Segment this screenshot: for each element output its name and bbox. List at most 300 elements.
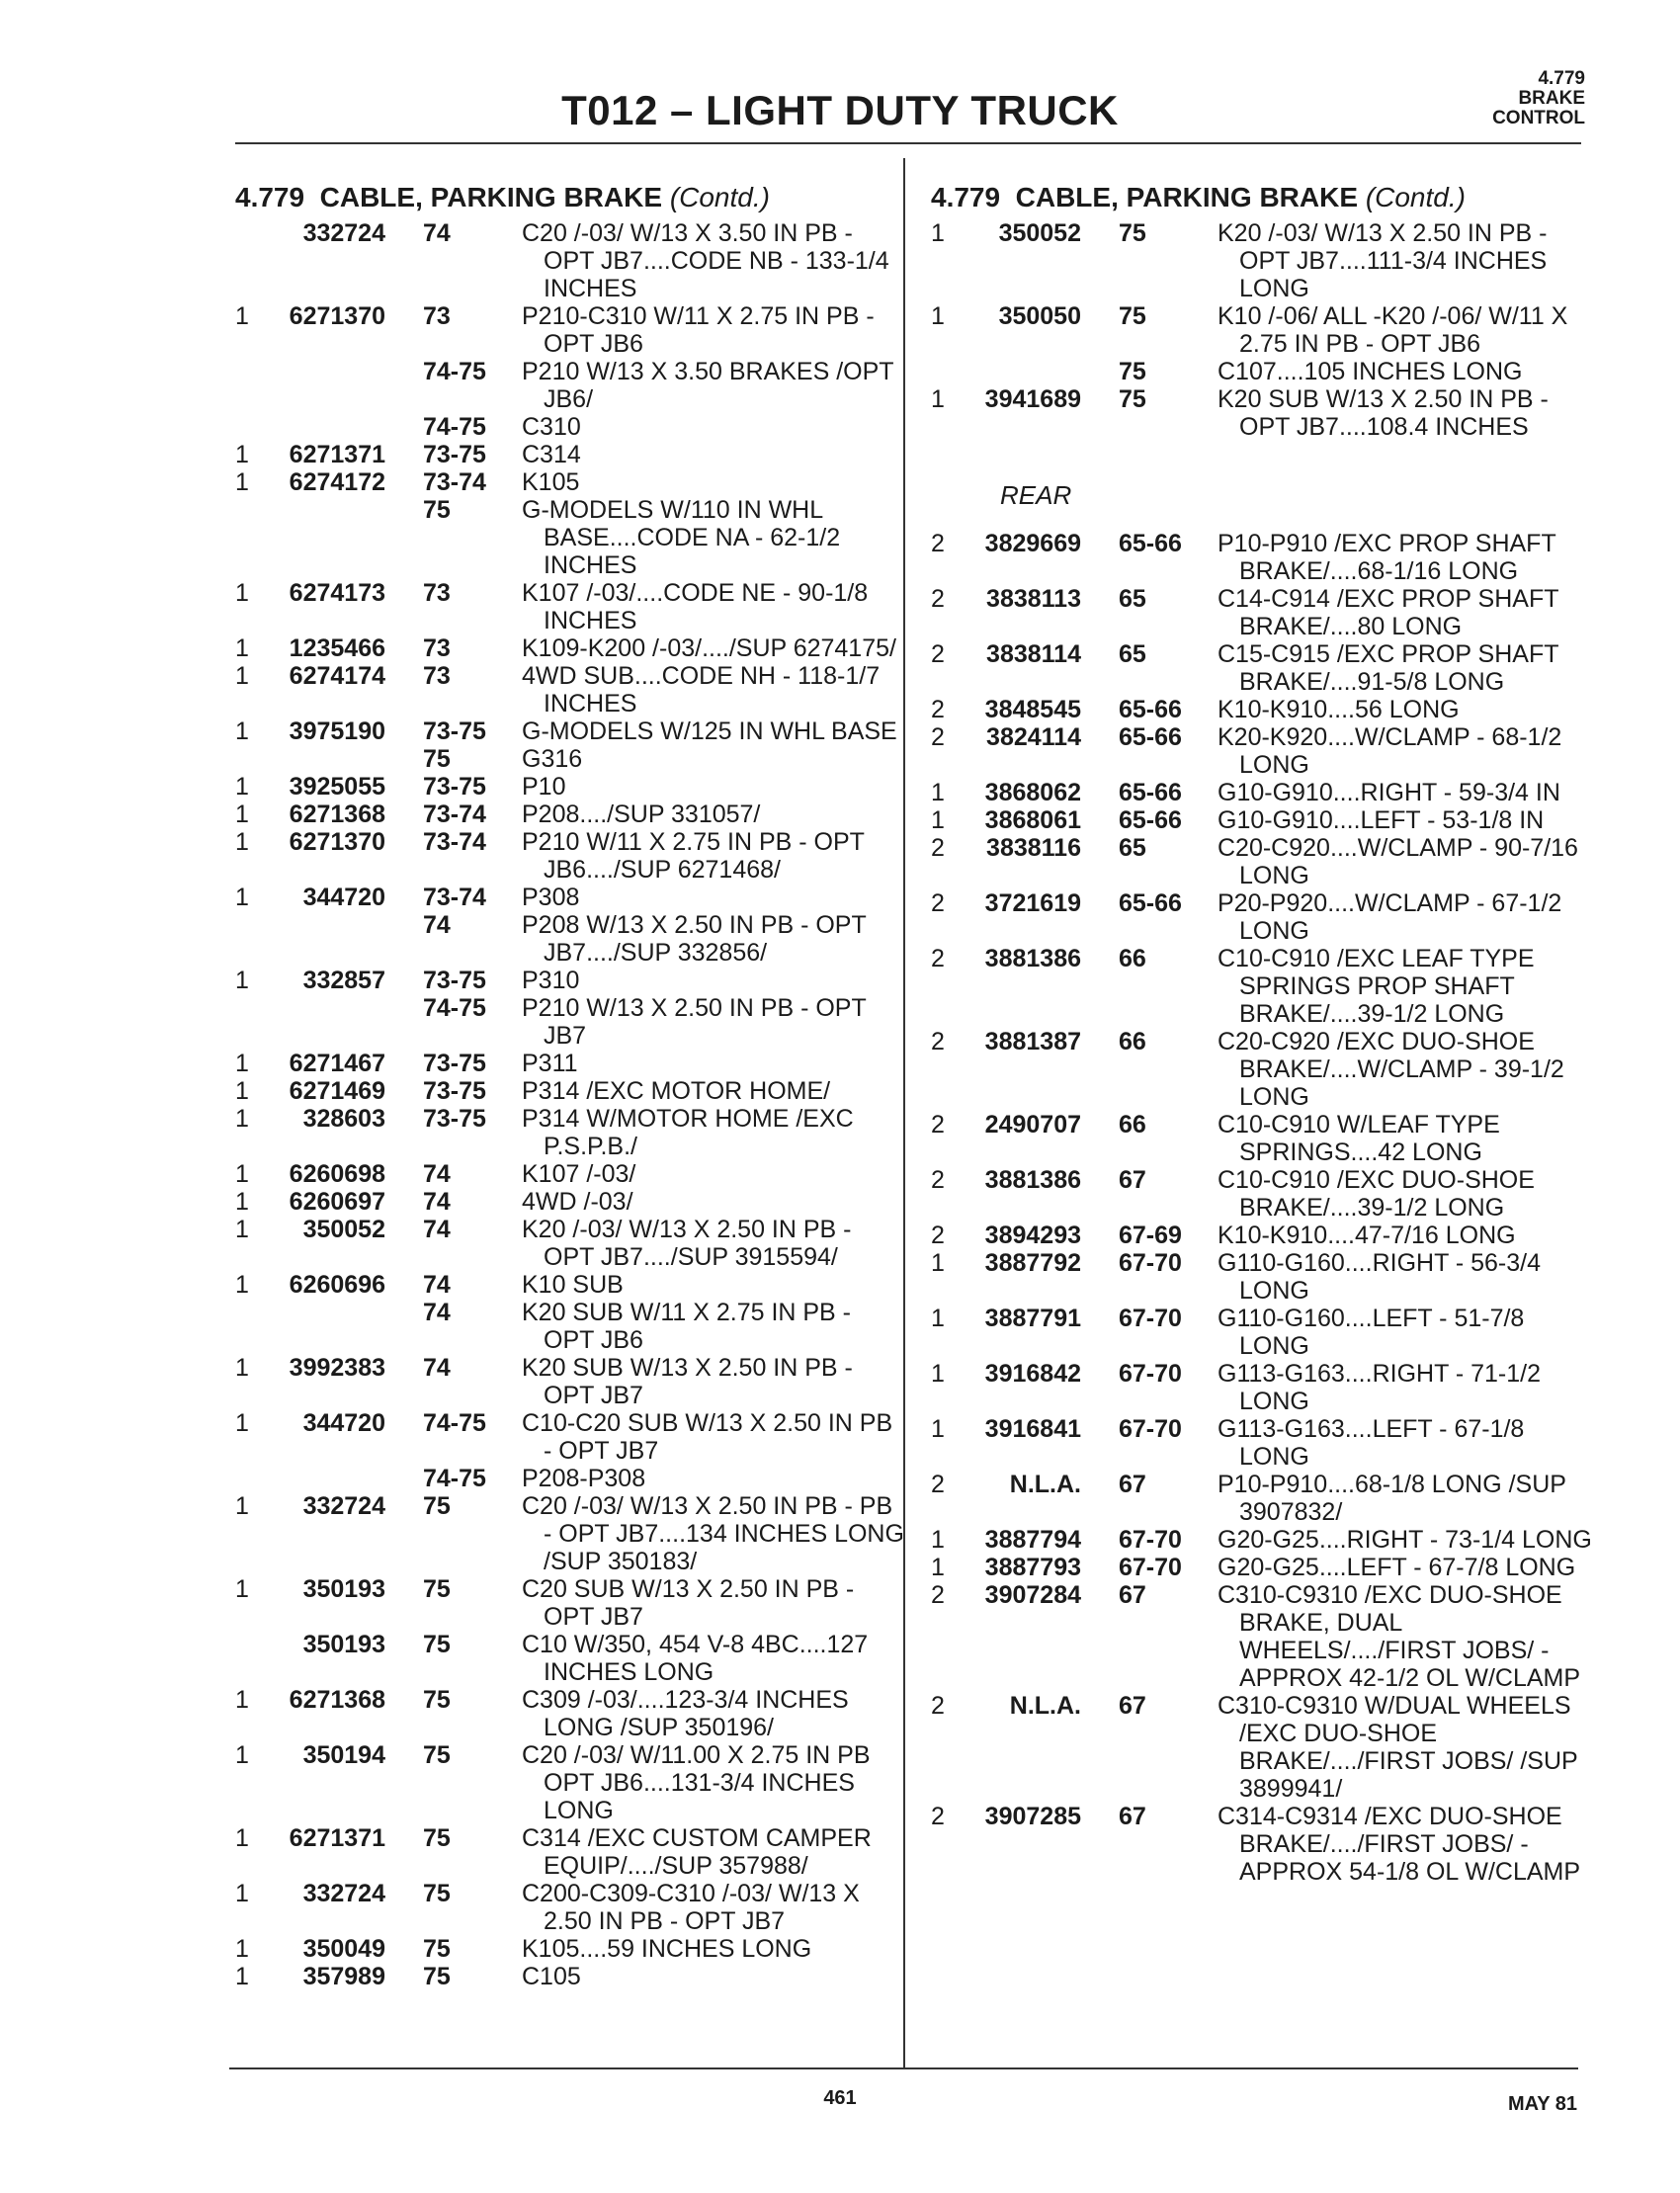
quantity-cell: 2 (931, 834, 945, 862)
description-cell (1218, 1581, 1593, 1692)
description-text: C20-C920 /EXC DUO-SHOE BRAKE/....W/CLAMP - 39-1/2 LONG (1218, 1028, 1564, 1111)
parts-row (235, 1741, 887, 1824)
parts-row (931, 889, 1583, 945)
part-number-cell: 332724 (302, 1880, 385, 1907)
description-cell (522, 662, 907, 717)
model-year-cell: 67-70 (1119, 1305, 1182, 1332)
quantity-cell: 1 (235, 441, 249, 468)
description-cell (1218, 1360, 1593, 1415)
quantity-cell: 2 (931, 723, 945, 751)
part-number-cell: 3916842 (984, 1360, 1081, 1388)
description-cell (1218, 1111, 1593, 1166)
quantity-cell: 1 (235, 468, 249, 496)
part-number-cell: 6260696 (289, 1271, 385, 1299)
description-cell (522, 801, 907, 828)
quantity-cell: 2 (931, 640, 945, 668)
part-number-cell: 332724 (302, 1492, 385, 1520)
description-text: 4WD SUB....CODE NH - 118-1/7 INCHES (522, 662, 881, 717)
description-cell (522, 358, 907, 413)
description-text: G-MODELS W/110 IN WHL BASE....CODE NA - 62-1/2 INCHES (522, 496, 841, 579)
model-year-cell: 67-70 (1119, 1415, 1182, 1443)
quantity-cell: 1 (235, 1077, 249, 1105)
description-text: G10-G910....RIGHT - 59-3/4 IN (1218, 779, 1560, 806)
heading-text: CABLE, PARKING BRAKE (319, 182, 663, 212)
model-year-cell: 67 (1119, 1166, 1146, 1194)
description-text: C314-C9314 /EXC DUO-SHOE BRAKE/..../FIRST JOBS/ - APPROX 54-1/8 OL W/CLAMP (1218, 1803, 1581, 1886)
description-cell (522, 634, 907, 662)
description-text: P210-C310 W/11 X 2.75 IN PB - OPT JB6 (522, 302, 875, 358)
parts-row (235, 1188, 887, 1216)
part-number-cell: 3887794 (984, 1526, 1081, 1554)
page-number: 461 (823, 2087, 857, 2109)
parts-row (235, 358, 894, 413)
parts-row (235, 967, 887, 994)
model-year-cell: 65 (1119, 585, 1146, 613)
part-number-cell: 350049 (302, 1935, 385, 1963)
model-year-cell: 67-70 (1119, 1360, 1182, 1388)
part-number-cell: 3894293 (984, 1222, 1081, 1249)
part-number-cell: 2490707 (984, 1111, 1081, 1139)
description-cell (522, 302, 907, 358)
description-text: G-MODELS W/125 IN WHL BASE (522, 717, 897, 745)
description-cell (522, 717, 907, 745)
parts-row (931, 1028, 1583, 1111)
quantity-cell: 1 (235, 579, 249, 607)
parts-row (235, 1050, 887, 1077)
quantity-cell: 1 (235, 302, 249, 330)
parts-row (235, 1465, 887, 1492)
parts-row (235, 1575, 887, 1631)
description-text: K105 (522, 468, 580, 496)
description-cell (1218, 1305, 1593, 1360)
description-cell (522, 1935, 907, 1963)
model-year-cell: 75 (423, 745, 451, 773)
model-year-cell: 65-66 (1119, 889, 1182, 917)
part-number-cell: 332724 (302, 219, 385, 247)
part-number-cell: 6274174 (289, 662, 385, 690)
description-cell (522, 441, 907, 468)
quantity-cell: 1 (235, 1824, 249, 1852)
description-cell (522, 1354, 907, 1409)
description-text: K20 /-03/ W/13 X 2.50 IN PB - OPT JB7....111-3/4 INCHES LONG (1218, 219, 1548, 302)
description-cell (522, 1050, 907, 1077)
model-year-cell: 75 (423, 1492, 451, 1520)
model-year-cell: 73-74 (423, 828, 486, 856)
quantity-cell: 1 (235, 1935, 249, 1963)
header-divider (235, 142, 1581, 144)
description-text: C10 W/350, 454 V-8 4BC....127 INCHES LONG (522, 1631, 869, 1686)
quantity-cell: 2 (931, 530, 945, 557)
quantity-cell: 1 (235, 1409, 249, 1437)
model-year-cell: 73-74 (423, 801, 486, 828)
part-number-cell: 3881387 (984, 1028, 1081, 1055)
heading-continued: (Contd.) (669, 182, 770, 212)
parts-row (931, 945, 1583, 1028)
model-year-cell: 75 (423, 1824, 451, 1852)
heading-number: 4.779 (235, 182, 305, 212)
right-column-heading (931, 178, 1583, 217)
description-cell (1218, 219, 1593, 302)
parts-row (931, 834, 1583, 889)
description-text: C10-C910 /EXC DUO-SHOE BRAKE/....39-1/2 LONG (1218, 1166, 1535, 1222)
model-year-cell: 73-75 (423, 717, 486, 745)
heading-continued: (Contd.) (1365, 182, 1466, 212)
model-year-cell: 75 (1119, 358, 1146, 385)
model-year-cell: 75 (423, 1963, 451, 1990)
model-year-cell: 73 (423, 634, 451, 662)
description-text: K109-K200 /-03/..../SUP 6274175/ (522, 634, 896, 662)
part-number-cell: 3829669 (984, 530, 1081, 557)
description-text: C14-C914 /EXC PROP SHAFT BRAKE/....80 LONG (1218, 585, 1559, 640)
right-parts-list-rear (931, 530, 1592, 1886)
description-text: K20 SUB W/11 X 2.75 IN PB - OPT JB6 (522, 1299, 852, 1354)
heading-number: 4.779 (931, 182, 1001, 212)
description-text: P311 (522, 1050, 578, 1077)
description-text: G20-G25....LEFT - 67-7/8 LONG (1218, 1554, 1576, 1581)
description-text: C314 /EXC CUSTOM CAMPER EQUIP/..../SUP 357988/ (522, 1824, 872, 1880)
parts-row (931, 806, 1583, 834)
quantity-cell: 1 (235, 773, 249, 801)
model-year-cell: 74-75 (423, 994, 486, 1022)
right-parts-list-front (931, 219, 1583, 441)
model-year-cell: 74 (423, 1299, 451, 1326)
model-year-cell: 65-66 (1119, 530, 1182, 557)
quantity-cell: 1 (931, 1415, 945, 1443)
parts-row (235, 1963, 887, 1990)
part-number-cell: 350193 (302, 1631, 385, 1658)
description-cell (522, 828, 907, 884)
description-text: C15-C915 /EXC PROP SHAFT BRAKE/....91-5/8 LONG (1218, 640, 1559, 696)
part-number-cell: 3975190 (289, 717, 385, 745)
parts-row (931, 1803, 1583, 1886)
model-year-cell: 67 (1119, 1471, 1146, 1498)
quantity-cell: 1 (235, 1216, 249, 1243)
description-cell (1218, 1249, 1593, 1305)
model-year-cell: 65 (1119, 834, 1146, 862)
description-text: C20 /-03/ W/11.00 X 2.75 IN PB OPT JB6....131-3/4 INCHES LONG (522, 1741, 871, 1824)
model-year-cell: 65-66 (1119, 696, 1182, 723)
quantity-cell: 2 (931, 1581, 945, 1609)
parts-row (235, 634, 896, 662)
parts-row (235, 1077, 887, 1105)
description-cell (522, 1741, 907, 1824)
part-number-cell: 344720 (302, 1409, 385, 1437)
quantity-cell: 1 (931, 1554, 945, 1581)
parts-row (931, 1249, 1583, 1305)
description-cell (1218, 1803, 1593, 1886)
model-year-cell: 75 (423, 1631, 451, 1658)
model-year-cell: 75 (423, 1686, 451, 1714)
description-text: C20-C920....W/CLAMP - 90-7/16 LONG (1218, 834, 1578, 889)
part-number-cell: 3868062 (984, 779, 1081, 806)
model-year-cell: 75 (423, 1741, 451, 1769)
quantity-cell: 1 (235, 801, 249, 828)
left-column (235, 178, 904, 1990)
part-number-cell: 6271371 (289, 441, 385, 468)
description-cell (522, 496, 907, 579)
part-number-cell: 6260698 (289, 1160, 385, 1188)
description-text: K20 SUB W/13 X 2.50 IN PB - OPT JB7 (522, 1354, 853, 1409)
parts-row (931, 302, 1583, 358)
model-year-cell: 75 (423, 1935, 451, 1963)
quantity-cell: 1 (235, 1160, 249, 1188)
description-cell (1218, 1222, 1593, 1249)
description-cell (522, 1465, 907, 1492)
parts-row (235, 1216, 887, 1271)
model-year-cell: 74 (423, 1271, 451, 1299)
description-text: P20-P920....W/CLAMP - 67-1/2 LONG (1218, 889, 1562, 945)
description-text: C10-C910 /EXC LEAF TYPE SPRINGS PROP SHAFT BRAKE/....39-1/2 LONG (1218, 945, 1535, 1028)
description-text: K20-K920....W/CLAMP - 68-1/2 LONG (1218, 723, 1562, 779)
model-year-cell: 67-70 (1119, 1526, 1182, 1554)
quantity-cell: 1 (235, 634, 249, 662)
part-number-cell: 3721619 (984, 889, 1081, 917)
description-cell (1218, 723, 1593, 779)
model-year-cell: 73-75 (423, 1105, 486, 1133)
description-cell (1218, 889, 1593, 945)
description-cell (522, 1409, 907, 1465)
model-year-cell: 75 (423, 496, 451, 524)
description-text: P210 W/13 X 2.50 IN PB - OPT JB7 (522, 994, 867, 1050)
description-cell (1218, 1166, 1593, 1222)
description-text: G110-G160....LEFT - 51-7/8 LONG (1218, 1305, 1525, 1360)
description-cell (1218, 696, 1593, 723)
description-cell (1218, 834, 1593, 889)
model-year-cell: 74 (423, 1354, 451, 1382)
heading-text: CABLE, PARKING BRAKE (1015, 182, 1359, 212)
model-year-cell: 73-75 (423, 967, 486, 994)
part-number-cell: 3824114 (986, 723, 1081, 751)
model-year-cell: 74-75 (423, 1409, 486, 1437)
description-cell (1218, 1415, 1593, 1471)
quantity-cell: 2 (931, 585, 945, 613)
parts-row (931, 1305, 1583, 1360)
description-cell (522, 1963, 907, 1990)
parts-row (931, 1166, 1583, 1222)
description-cell (1218, 1554, 1593, 1581)
part-number-cell: 3881386 (984, 1166, 1081, 1194)
model-year-cell: 74-75 (423, 413, 486, 441)
quantity-cell: 1 (235, 1271, 249, 1299)
description-cell (1218, 585, 1593, 640)
description-text: C310 (522, 413, 581, 441)
part-number-cell: 6271370 (289, 828, 385, 856)
quantity-cell: 2 (931, 1028, 945, 1055)
part-number-cell: N.L.A. (1009, 1692, 1081, 1720)
parts-row (235, 911, 887, 967)
description-text: G316 (522, 745, 583, 773)
description-cell (1218, 302, 1593, 358)
model-year-cell: 73 (423, 579, 451, 607)
parts-row (235, 1271, 887, 1299)
parts-row (235, 1935, 887, 1963)
quantity-cell: 1 (931, 1526, 945, 1554)
description-text: C10-C910 W/LEAF TYPE SPRINGS....42 LONG (1218, 1111, 1500, 1166)
parts-row (235, 468, 887, 496)
part-number-cell: 3868061 (984, 806, 1081, 834)
quantity-cell: 1 (931, 1305, 945, 1332)
description-cell (522, 1271, 907, 1299)
description-cell (522, 413, 907, 441)
description-cell (522, 1880, 907, 1935)
quantity-cell: 2 (931, 696, 945, 723)
parts-row (235, 884, 887, 911)
part-number-cell: 332857 (302, 967, 385, 994)
description-cell (522, 1188, 907, 1216)
description-text: C314 (522, 441, 581, 468)
part-number-cell: 350194 (302, 1741, 385, 1769)
model-year-cell: 74 (423, 911, 451, 939)
part-number-cell: 3992383 (289, 1354, 385, 1382)
parts-row (931, 1692, 1583, 1803)
model-year-cell: 73-75 (423, 441, 486, 468)
description-text: C310-C9310 W/DUAL WHEELS /EXC DUO-SHOE BRAKE/..../FIRST JOBS/ /SUP 3899941/ (1218, 1692, 1578, 1803)
description-text: P208-P308 (522, 1465, 646, 1492)
description-text: P310 (522, 967, 580, 994)
part-number-cell: 3907285 (984, 1803, 1081, 1830)
description-text: G10-G910....LEFT - 53-1/8 IN (1218, 806, 1545, 834)
part-number-cell: 3925055 (289, 773, 385, 801)
left-parts-list (235, 219, 904, 1990)
description-text: P208 W/13 X 2.50 IN PB - OPT JB7..../SUP 332856/ (522, 911, 867, 967)
parts-row (235, 1105, 887, 1160)
description-text: P210 W/13 X 3.50 BRAKES /OPT JB6/ (522, 358, 894, 413)
description-cell (1218, 806, 1593, 834)
description-cell (1218, 640, 1593, 696)
description-cell (1218, 1526, 1593, 1554)
parts-row (235, 302, 887, 358)
description-cell (522, 1105, 907, 1160)
section-number: 4.779 (1538, 68, 1585, 89)
description-text: C10-C20 SUB W/13 X 2.50 IN PB - OPT JB7 (522, 1409, 893, 1465)
quantity-cell: 2 (931, 945, 945, 972)
description-text: K107 /-03/ (522, 1160, 636, 1188)
publication-date: MAY 81 (1507, 2093, 1577, 2115)
description-cell (522, 884, 907, 911)
description-text: K107 /-03/....CODE NE - 90-1/8 INCHES (522, 579, 869, 634)
quantity-cell: 2 (931, 1166, 945, 1194)
quantity-cell: 1 (235, 662, 249, 690)
part-number-cell: 6271467 (289, 1050, 385, 1077)
footer-divider (229, 2067, 1578, 2069)
description-text: K20 SUB W/13 X 2.50 IN PB - OPT JB7....108.4 INCHES (1218, 385, 1549, 441)
part-number-cell: 350052 (998, 219, 1081, 247)
quantity-cell: 1 (235, 1050, 249, 1077)
quantity-cell: 1 (931, 779, 945, 806)
quantity-cell: 1 (235, 1492, 249, 1520)
quantity-cell: 1 (235, 884, 249, 911)
quantity-cell: 1 (235, 1188, 249, 1216)
part-number-cell: 3887791 (984, 1305, 1081, 1332)
model-year-cell: 73-74 (423, 468, 486, 496)
section-label-line1: BRAKE (1518, 88, 1585, 109)
description-cell (1218, 358, 1593, 385)
part-number-cell: 6271368 (289, 1686, 385, 1714)
description-text: P314 W/MOTOR HOME /EXC P.S.P.B./ (522, 1105, 854, 1160)
part-number-cell: N.L.A. (1009, 1471, 1081, 1498)
model-year-cell: 73-75 (423, 1050, 486, 1077)
description-text: K105....59 INCHES LONG (522, 1935, 812, 1963)
quantity-cell: 2 (931, 1803, 945, 1830)
description-text: C20 SUB W/13 X 2.50 IN PB - OPT JB7 (522, 1575, 855, 1631)
description-text: K10 /-06/ ALL -K20 /-06/ W/11 X 2.75 IN PB - OPT JB6 (1218, 302, 1568, 358)
description-text: 4WD /-03/ (522, 1188, 633, 1216)
model-year-cell: 66 (1119, 1028, 1146, 1055)
parts-row (235, 219, 887, 302)
quantity-cell: 1 (235, 717, 249, 745)
quantity-cell: 1 (235, 828, 249, 856)
quantity-cell: 1 (235, 1105, 249, 1133)
quantity-cell: 2 (931, 1222, 945, 1249)
description-text: G113-G163....LEFT - 67-1/8 LONG (1218, 1415, 1525, 1471)
description-text: G110-G160....RIGHT - 56-3/4 LONG (1218, 1249, 1541, 1305)
description-text: C107....105 INCHES LONG (1218, 358, 1523, 385)
quantity-cell: 1 (931, 385, 945, 413)
part-number-cell: 3881386 (984, 945, 1081, 972)
model-year-cell: 65-66 (1119, 779, 1182, 806)
description-text: C200-C309-C310 /-03/ W/13 X 2.50 IN PB - OPT JB7 (522, 1880, 860, 1935)
model-year-cell: 65-66 (1119, 806, 1182, 834)
description-cell (522, 1686, 907, 1741)
model-year-cell: 65 (1119, 640, 1146, 668)
model-year-cell: 73-75 (423, 773, 486, 801)
parts-row (235, 1354, 887, 1409)
parts-row (931, 1526, 1592, 1554)
model-year-cell: 67 (1119, 1581, 1146, 1609)
part-number-cell: 6271371 (289, 1824, 385, 1852)
parts-row (931, 1360, 1583, 1415)
parts-row (235, 828, 887, 884)
quantity-cell: 1 (235, 1686, 249, 1714)
section-label-line2: CONTROL (1492, 108, 1585, 128)
parts-row (235, 496, 887, 579)
model-year-cell: 75 (1119, 302, 1146, 330)
model-year-cell: 74 (423, 1160, 451, 1188)
parts-row (931, 1471, 1583, 1526)
parts-row (931, 1554, 1583, 1581)
parts-row (235, 441, 887, 468)
quantity-cell: 1 (931, 806, 945, 834)
model-year-cell: 74 (423, 1216, 451, 1243)
parts-row (235, 994, 887, 1050)
part-number-cell: 6271469 (289, 1077, 385, 1105)
quantity-cell: 1 (235, 1963, 249, 1990)
description-text: C20 /-03/ W/13 X 2.50 IN PB - PB - OPT JB7....134 INCHES LONG /SUP 350183/ (522, 1492, 904, 1575)
description-cell (522, 1492, 907, 1575)
model-year-cell: 67-70 (1119, 1554, 1182, 1581)
part-number-cell: 3838116 (986, 834, 1081, 862)
parts-row (235, 1492, 904, 1575)
parts-row (931, 1111, 1583, 1166)
part-number-cell: 344720 (302, 884, 385, 911)
description-text: C20 /-03/ W/13 X 3.50 IN PB - OPT JB7....CODE NB - 133-1/4 INCHES (522, 219, 889, 302)
quantity-cell: 1 (235, 1575, 249, 1603)
description-cell (522, 911, 907, 967)
description-text: G113-G163....RIGHT - 71-1/2 LONG (1218, 1360, 1541, 1415)
description-cell (522, 773, 907, 801)
quantity-cell: 2 (931, 1471, 945, 1498)
parts-row (235, 1686, 887, 1741)
description-text: K10-K910....56 LONG (1218, 696, 1460, 723)
parts-row (931, 385, 1583, 441)
description-text: P208..../SUP 331057/ (522, 801, 761, 828)
part-number-cell: 3838114 (986, 640, 1081, 668)
parts-row (235, 1631, 887, 1686)
quantity-cell: 1 (235, 1354, 249, 1382)
description-cell (522, 1299, 907, 1354)
description-text: C105 (522, 1963, 581, 1990)
description-text: P10-P910 /EXC PROP SHAFT BRAKE/....68-1/16 LONG (1218, 530, 1556, 585)
